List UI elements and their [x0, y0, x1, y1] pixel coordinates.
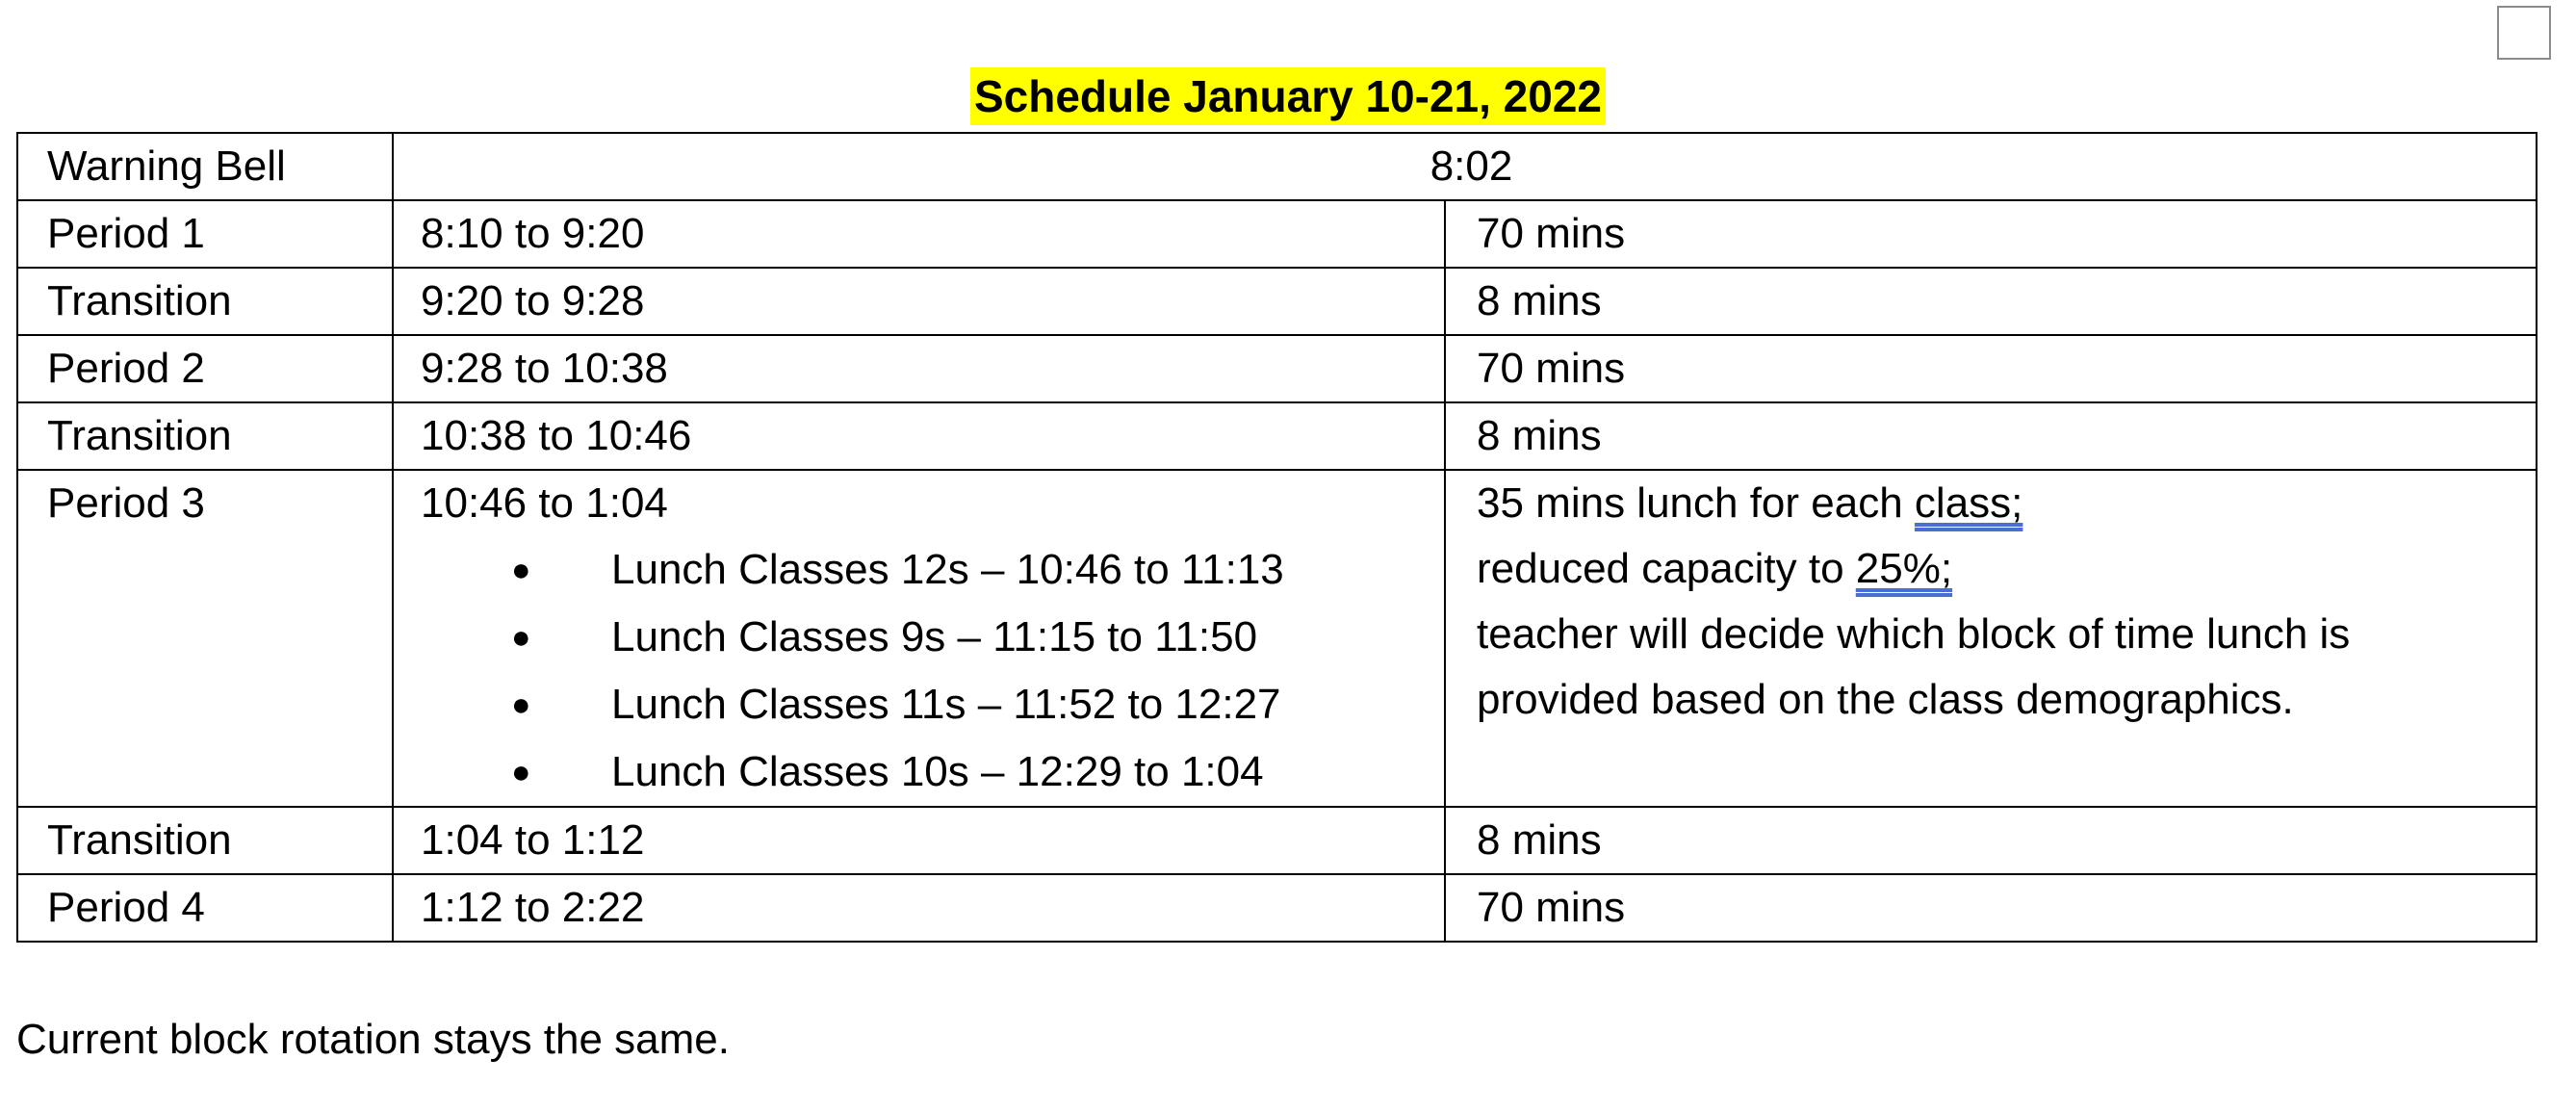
- note-line-1: [1477, 471, 2520, 536]
- note-line-2: [1477, 536, 2520, 602]
- row-label: Transition: [17, 402, 393, 470]
- note-line-4: provided based on the class demographics.: [1477, 676, 2294, 723]
- warning-bell-time: 8:02: [393, 133, 2537, 200]
- table-row: [17, 200, 2537, 268]
- grammar-mark[interactable]: 25%;: [1855, 545, 1953, 592]
- row-label: Transition: [17, 268, 393, 335]
- row-time: 9:28 to 10:38: [393, 335, 1445, 402]
- note-line-3: teacher will decide which block of time lunch is: [1477, 610, 2351, 658]
- bullet-icon: ●: [511, 686, 531, 723]
- table-row: [17, 268, 2537, 335]
- schedule-table: [16, 132, 2537, 943]
- table-row: [17, 335, 2537, 402]
- table-row: [17, 874, 2537, 942]
- document-title: Schedule January 10-21, 2022: [970, 67, 1606, 125]
- table-row-period-3: [17, 470, 2537, 807]
- bullet-icon: ●: [511, 552, 531, 588]
- list-item: [421, 604, 1429, 671]
- table-row: [17, 402, 2537, 470]
- period3-notes-cell: [1445, 470, 2537, 807]
- note-text: 35 mins lunch for each: [1477, 479, 1915, 527]
- title-block: [0, 67, 2576, 125]
- table-row: [17, 807, 2537, 874]
- row-time: 10:46 to 1:04: [421, 479, 668, 527]
- row-duration: 8 mins: [1445, 402, 2537, 470]
- row-label: Period 2: [17, 335, 393, 402]
- row-label: Period 4: [17, 874, 393, 942]
- row-time: 1:04 to 1:12: [393, 807, 1445, 874]
- grammar-mark[interactable]: class;: [1914, 479, 2023, 527]
- row-time: 9:20 to 9:28: [393, 268, 1445, 335]
- period3-time-cell: [393, 470, 1445, 807]
- footer-note: Current block rotation stays the same.: [16, 1016, 730, 1063]
- row-label: Warning Bell: [17, 133, 393, 200]
- row-label: Period 1: [17, 200, 393, 268]
- row-duration: 70 mins: [1445, 874, 2537, 942]
- lunch-item-text: Lunch Classes 12s – 10:46 to 11:13: [611, 546, 1284, 593]
- lunch-item-text: Lunch Classes 11s – 11:52 to 12:27: [611, 681, 1281, 728]
- list-item: [421, 671, 1429, 738]
- row-duration: 70 mins: [1445, 335, 2537, 402]
- row-duration: 70 mins: [1445, 200, 2537, 268]
- row-label: Transition: [17, 807, 393, 874]
- list-item: [421, 738, 1429, 806]
- row-label: Period 3: [17, 470, 393, 807]
- table-row-warning-bell: [17, 133, 2537, 200]
- bullet-icon: ●: [511, 619, 531, 656]
- lunch-list: [421, 536, 1429, 806]
- row-duration: 8 mins: [1445, 268, 2537, 335]
- row-time: 10:38 to 10:46: [393, 402, 1445, 470]
- lunch-item-text: Lunch Classes 10s – 12:29 to 1:04: [611, 748, 1264, 795]
- row-time: 1:12 to 2:22: [393, 874, 1445, 942]
- list-item: [421, 536, 1429, 604]
- row-time: 8:10 to 9:20: [393, 200, 1445, 268]
- note-text: reduced capacity to: [1477, 545, 1856, 592]
- corner-checkbox[interactable]: [2497, 6, 2551, 60]
- bullet-icon: ●: [511, 754, 531, 790]
- row-duration: 8 mins: [1445, 807, 2537, 874]
- lunch-item-text: Lunch Classes 9s – 11:15 to 11:50: [611, 613, 1258, 660]
